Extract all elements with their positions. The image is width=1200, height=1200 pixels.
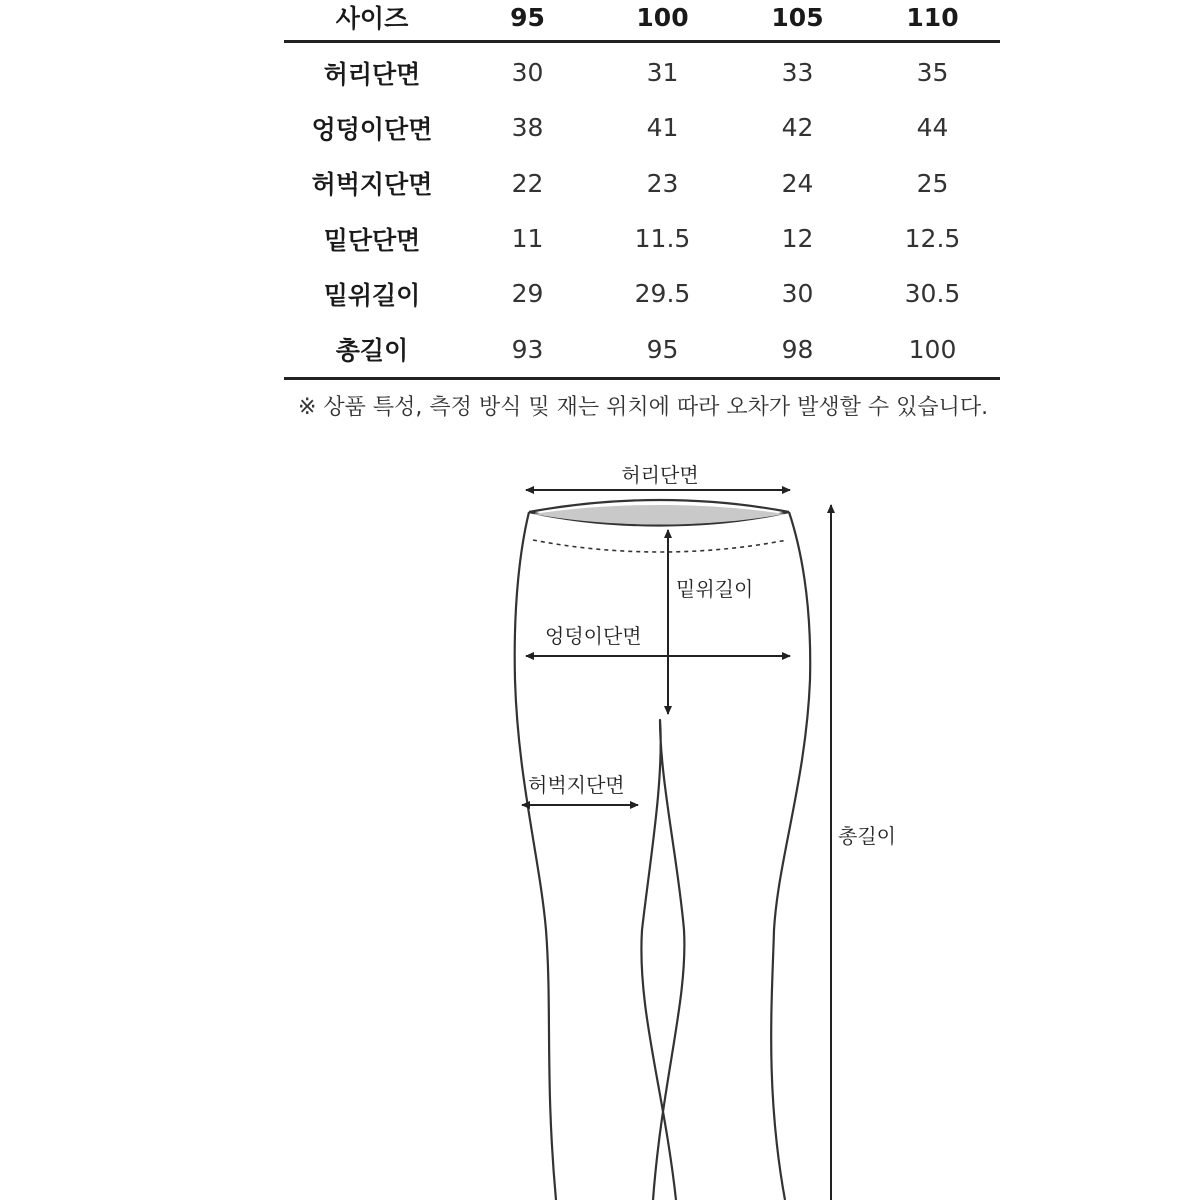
table-cell: 41 <box>646 113 679 143</box>
table-cell: 22 <box>511 168 544 198</box>
table-cell: 30 <box>781 279 814 309</box>
leggings-body <box>515 512 811 1200</box>
table-row <box>284 156 1000 211</box>
size-header-105: 105 <box>730 0 865 42</box>
table-cell: 95 <box>595 321 730 378</box>
total-length-label: 총길이 <box>838 824 896 848</box>
size-header-100: 100 <box>595 0 730 42</box>
waistband-inner <box>533 505 785 525</box>
leggings-outline <box>515 500 811 1200</box>
table-cell: 42 <box>781 113 814 143</box>
table-cell: 31 <box>646 58 679 88</box>
row-label: 허벅지단면 <box>311 170 433 200</box>
table-cell: 12.5 <box>904 224 961 254</box>
table-cell: 100 <box>865 321 1000 378</box>
row-label: 총길이 <box>284 321 460 378</box>
row-label: 허리단면 <box>323 59 421 89</box>
table-row <box>284 321 1000 378</box>
table-row <box>284 100 1000 155</box>
size-header-row <box>284 0 1000 42</box>
row-label: 밑단단면 <box>323 225 421 255</box>
row-label: 밑위길이 <box>323 280 421 310</box>
table-cell: 29 <box>511 279 544 309</box>
row-label: 엉덩이단면 <box>311 114 433 144</box>
table-row <box>284 42 1000 101</box>
table-cell: 30.5 <box>904 279 961 309</box>
table-cell: 44 <box>916 113 949 143</box>
table-cell: 11.5 <box>634 224 691 254</box>
waistband-stitch <box>533 540 787 552</box>
table-cell: 30 <box>511 58 544 88</box>
table-cell: 29.5 <box>634 279 691 309</box>
size-header-110: 110 <box>865 0 1000 42</box>
measurement-note: ※ 상품 특성, 측정 방식 및 재는 위치에 따라 오차가 발생할 수 있습니다. <box>298 395 989 420</box>
thigh-label: 허벅지단면 <box>528 773 625 797</box>
table-cell: 93 <box>460 321 595 378</box>
table-cell: 38 <box>511 113 544 143</box>
size-header-label: 사이즈 <box>284 0 460 42</box>
table-cell: 24 <box>781 168 814 198</box>
table-row <box>284 266 1000 321</box>
table-row <box>284 211 1000 266</box>
table-cell: 33 <box>781 58 814 88</box>
table-cell: 35 <box>916 58 949 88</box>
table-cell: 11 <box>511 224 544 254</box>
rise-label: 밑위길이 <box>676 577 754 601</box>
size-header-95: 95 <box>460 0 595 42</box>
table-cell: 25 <box>916 168 949 198</box>
table-cell: 12 <box>781 224 814 254</box>
hip-label: 엉덩이단면 <box>545 624 642 648</box>
table-cell: 23 <box>646 168 679 198</box>
leggings-measurement-diagram <box>0 440 1200 1200</box>
size-chart-table <box>284 0 1000 380</box>
waist-label: 허리단면 <box>621 463 699 487</box>
table-cell: 98 <box>730 321 865 378</box>
